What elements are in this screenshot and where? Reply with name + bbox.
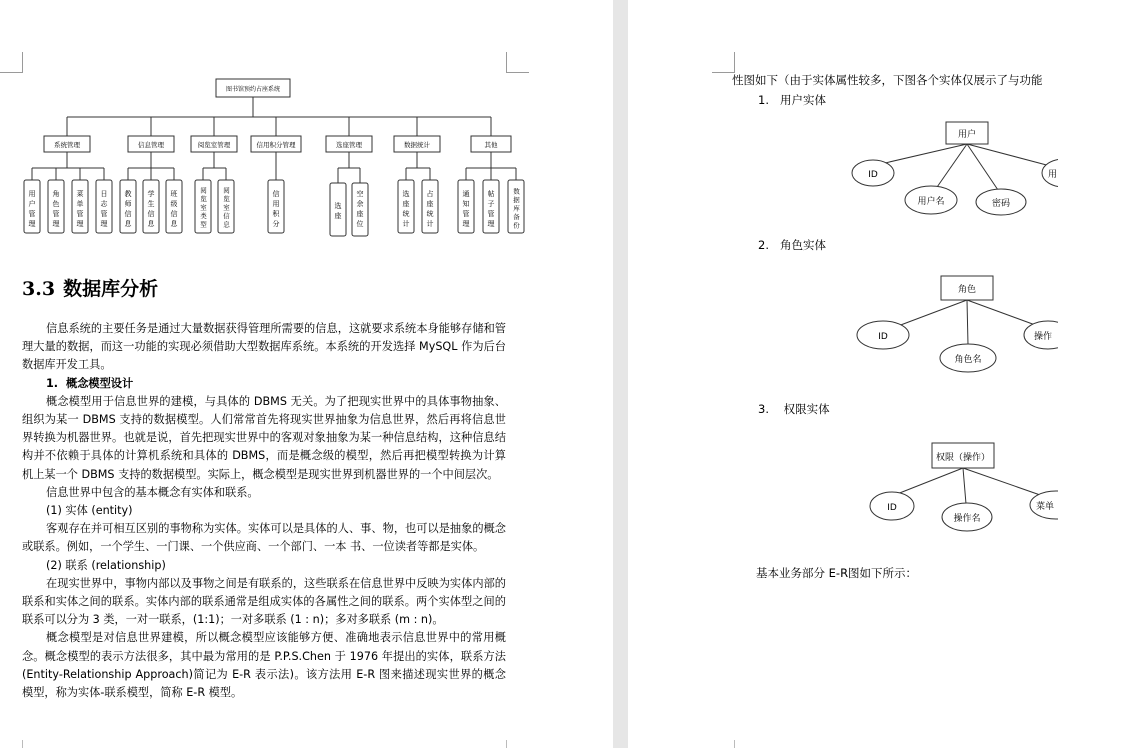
- entity-title: 用户实体: [779, 93, 826, 107]
- er-entity-label: 用户: [957, 130, 977, 140]
- er-relation-line: [963, 468, 966, 504]
- paragraph: 在现实世界中，事物内部以及事物之间是有联系的，这些联系在信息世界中反映为实体内部的联系和实体之间的联系。实体内部的联系通常是组成实体的各属性之间的联系。两个实体型之间的联系可以分为 3 类，一对一联系，(1:1)；一对多联系 (1 : n)；多对多联系 (m : n)。: [22, 576, 506, 627]
- entity-number: 1.: [758, 93, 769, 107]
- permission-er-diagram: [870, 443, 1058, 531]
- role-er-diagram: [857, 276, 1058, 372]
- org-leaf-label: 班级信息: [170, 190, 178, 230]
- user-er-diagram: [852, 122, 1058, 215]
- paragraph: 客观存在并可相互区别的事物称为实体。实体可以是具体的人、事、物，也可以是抽象的概念或联系。例如，一个学生、一门课、一个供应商、一个部门、一本 书、一位读者等都是实体。: [22, 522, 506, 554]
- org-leaf-label: 菜单管理: [76, 190, 84, 230]
- er-relation-line: [892, 468, 963, 496]
- er-diagrams: [628, 0, 1058, 560]
- org-leaf-label: 教师信息: [124, 190, 132, 230]
- body-text: [22, 320, 506, 702]
- org-leaf-label: 角色管理: [52, 190, 60, 230]
- er-attribute-label: 操作: [1034, 332, 1053, 342]
- org-leaf-label: 用户管理: [28, 190, 36, 230]
- org-leaf-label: 学生信息: [147, 190, 155, 230]
- entity-number: 3.: [758, 402, 769, 416]
- er-attribute-label: 用户名: [917, 197, 945, 207]
- org-leaf-label: 阅览室类型: [199, 187, 207, 230]
- section-number: 3.3: [22, 278, 56, 300]
- org-module-label: 其他: [484, 141, 498, 149]
- intro-text: 性图如下（由于实体属性较多，下图各个实体仅展示了与功能: [732, 73, 1043, 87]
- org-root-label: 图书馆预约占座系统: [225, 86, 281, 93]
- list-heading-text: 概念模型设计: [66, 376, 134, 390]
- org-module-label: 信息管理: [138, 141, 164, 149]
- sub-heading: (2) 联系 (relationship): [46, 558, 166, 572]
- org-module-label: 选座管理: [336, 141, 362, 149]
- er-relation-line: [967, 300, 1038, 326]
- org-leaf-label: 选座统计: [402, 190, 410, 230]
- org-leaf-label: 帖子管理: [487, 190, 495, 230]
- er-relation-line: [898, 300, 967, 326]
- paragraph: 概念模型是对信息世界建模，所以概念模型应该能够方便、准确地表示信息世界中的常用概念。概念模型的表示方法很多，其中最为常用的是 P.P.S.Chen 于 1976 年提出的实体，联系方法(Entity-Relationship Approach)简记为 E-R 表示法)。该方法用 E-R 图来描述现实世界的概念模型，称为实体-联系模型，简称 E-R 模型。: [22, 631, 506, 700]
- list-heading: [22, 375, 506, 393]
- org-leaf-label: 信用积分: [272, 190, 280, 230]
- org-leaf-label: 通知管理: [462, 190, 470, 230]
- er-attribute-label: 操作名: [953, 514, 981, 524]
- section-title: 数据库分析: [63, 278, 159, 300]
- er-attribute-label: ID: [887, 503, 897, 513]
- org-leaf-label: 占座统计: [426, 190, 434, 230]
- entity-title: 权限实体: [783, 402, 830, 416]
- entity-title: 角色实体: [779, 238, 826, 252]
- er-attribute-label: 密码: [991, 199, 1011, 209]
- footer-text: 基本业务部分 E-R图如下所示：: [756, 566, 918, 580]
- crop-mark: [506, 740, 507, 748]
- er-entity-label: 角色: [957, 285, 977, 295]
- er-attribute-label: 菜单: [1036, 502, 1055, 512]
- er-relation-line: [963, 468, 1043, 496]
- paragraph: 概念模型用于信息世界的建模，与具体的 DBMS 无关。为了把现实世界中的具体事物抽象、组织为某一 DBMS 支持的数据模型。人们常常首先将现实世界抽象为信息世界，然后再将信息世界转换为机器世界。也就是说，首先把现实世界中的客观对象抽象为某一种信息结构，这种信息结构并不依赖于具体的计算机系统和具体的 DBMS，而是概念级的模型，然后再把模型转换为计算机上某一个 DBMS 支持的数据模型。实际上，概念模型是现实世界到机器世界的一个中间层次。: [22, 394, 506, 481]
- section-heading: [22, 274, 158, 301]
- list-number: 1.: [46, 376, 59, 390]
- org-leaf-label: 阅览室信息: [222, 187, 230, 230]
- paragraph: 信息系统的主要任务是通过大量数据获得管理所需要的信息，这就要求系统本身能够存储和管理大量的数据，而这一功能的实现必须借助大型数据库系统。本系统的开发选择 MySQL 作为后台数据库开发工具。: [22, 322, 506, 372]
- er-attribute-label: 角色名: [954, 355, 982, 365]
- org-leaf-label: 数据库备份: [512, 188, 520, 231]
- org-module-label: 阅览室管理: [197, 141, 231, 149]
- org-leaf-label: 空余座位: [356, 190, 364, 230]
- org-module-label: 信用积分管理: [256, 141, 296, 149]
- sub-heading: (1) 实体 (entity): [46, 504, 133, 518]
- org-leaf-label: 日志管理: [100, 190, 108, 230]
- er-entity-label: 权限（操作）: [935, 453, 991, 463]
- er-relation-line: [935, 144, 967, 190]
- crop-mark: [734, 740, 735, 748]
- er-attribute-label: ID: [868, 170, 878, 180]
- document-page-right: [628, 0, 1138, 748]
- system-function-diagram: [0, 0, 613, 250]
- crop-mark: [22, 740, 23, 748]
- er-attribute-label: ID: [878, 332, 888, 342]
- entity-number: 2.: [758, 238, 769, 252]
- er-attribute-label: 用: [1048, 170, 1058, 180]
- org-leaf-label: 选座: [334, 202, 342, 222]
- org-module-label: 数据统计: [404, 141, 430, 149]
- paragraph: 信息世界中包含的基本概念有实体和联系。: [46, 485, 259, 499]
- org-module-label: 系统管理: [54, 141, 80, 149]
- er-relation-line: [967, 300, 968, 345]
